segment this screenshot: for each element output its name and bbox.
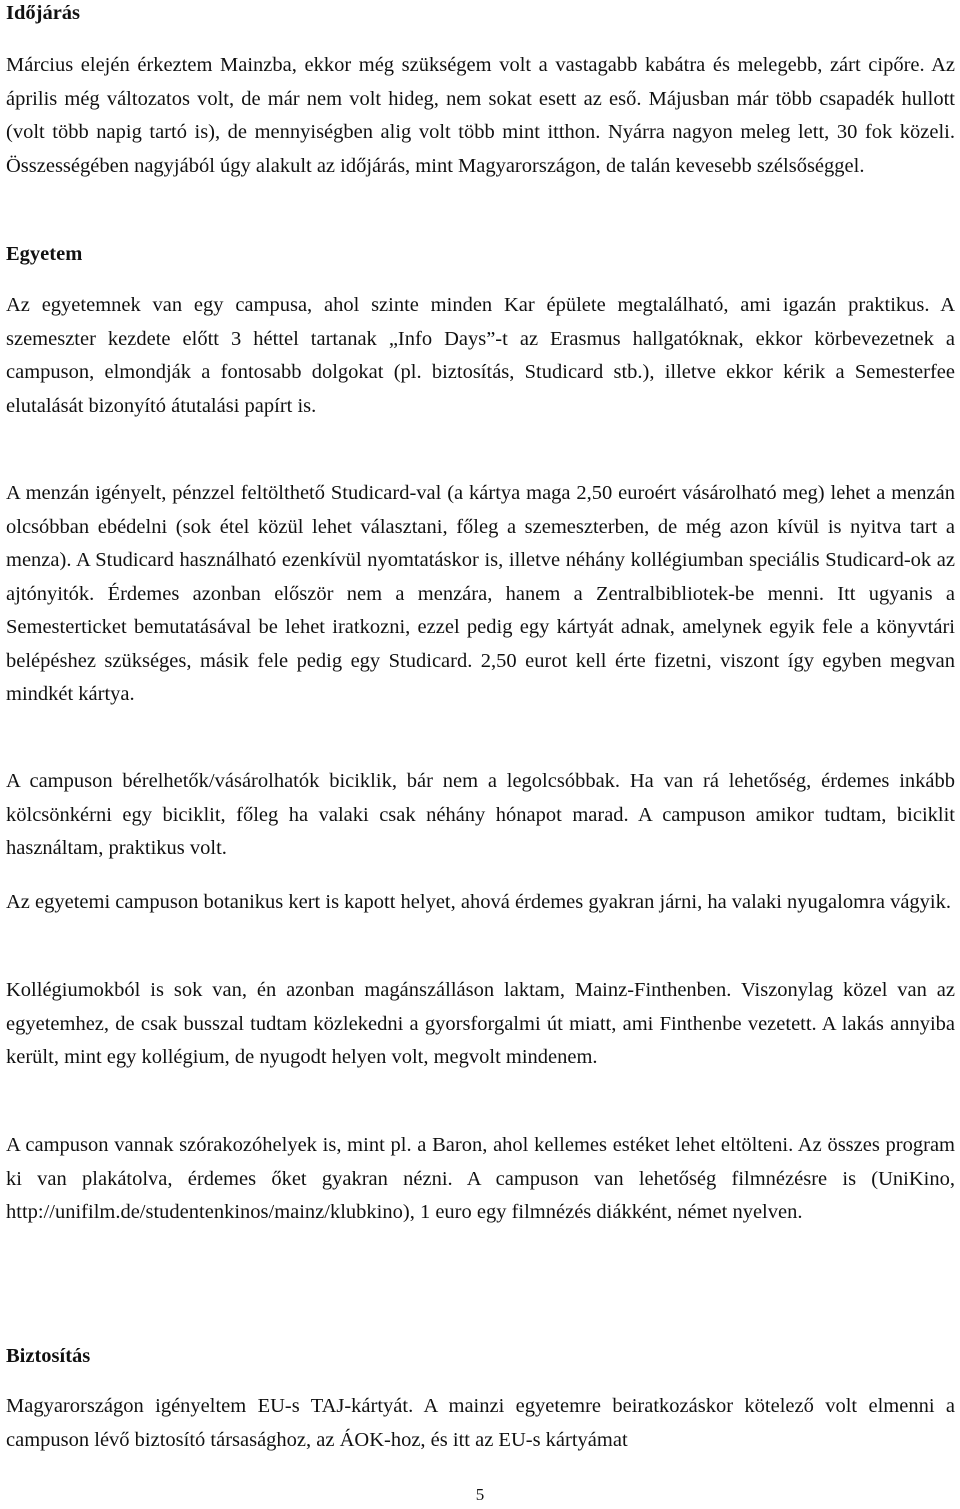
university-paragraph-bicycles: A campuson bérelhetők/vásárolhatók biciklik, bár nem a legolcsóbbak. Ha van rá lehetőség, érdemes inkább kölcsönkérni egy biciklit, főleg ha valaki csak néhány hónapot marad. A campuson amikor tudtam, biciklit használtam, praktikus volt. [6,770,955,859]
university-paragraph-entertainment: A campuson vannak szórakozóhelyek is, mint pl. a Baron, ahol kellemes estéket lehet eltölteni. Az összes program ki van plakátolva, érdemes őket gyakran nézni. A campuson van lehetőség filmnézésre is (UniKino, http://unifilm.de/studentenkinos/mainz/klubkino), 1 euro egy filmnézés diákként, német nyelven. [6,1134,955,1223]
page-number: 5 [475,1485,485,1504]
university-paragraph-studicard: A menzán igényelt, pénzzel feltölthető Studicard-val (a kártya maga 2,50 euroért vásárolható meg) lehet a menzán olcsóbban ebédelni (sok étel közül lehet választani, főleg a szemeszterben, de még azon kívül is nyitva tart a menza). A Studicard használható ezenkívül nyomtatáskor is, illetve néhány kollégiumban speciális Studicard-ok az ajtónyitók. Érdemes azonban először nem a menzára, hanem a Zentralbibliotek-be menni. Itt ugyanis a Semesterticket bemutatásával be lehet iratkozni, ezzel pedig egy kártyát adnak, amelynek egyik fele a könyvtári belépéshez szükséges, másik fele pedig egy Studicard. 2,50 eurot kell érte fizetni, viszont így egyben megvan mindkét kártya. [6,482,955,705]
insurance-paragraph: Magyarországon igényeltem EU-s TAJ-kártyát. A mainzi egyetemre beiratkozáskor kötelező volt elmenni a campuson lévő biztosító társasághoz, az ÁOK-hoz, és itt az EU-s kártyámat [6,1395,955,1451]
weather-paragraph: Március elején érkeztem Mainzba, ekkor még szükségem volt a vastagabb kabátra és melegebb, zárt cipőre. Az április még változatos volt, de már nem volt hideg, nem sokat esett az eső. Májusban már több csapadék hullott (volt több napig tartó is), de mennyiségben alig volt több mint itthon. Nyárra nagyon meleg lett, 30 fok közeli. Összességében nagyjából úgy alakult az időjárás, mint Magyarországon, de talán kevesebb szélsőséggel. [6,54,955,177]
section-title-university: Egyetem [6,243,83,265]
section-title-weather: Időjárás [6,2,81,24]
university-paragraph-botanical-garden: Az egyetemi campuson botanikus kert is kapott helyet, ahová érdemes gyakran járni, ha valaki nyugalomra vágyik. [6,891,951,913]
university-paragraph-campus: Az egyetemnek van egy campusa, ahol szinte minden Kar épülete megtalálható, ami igazán praktikus. A szemeszter kezdete előtt 3 héttel tartanak „Info Days”-t az Erasmus hallgatóknak, ekkor körbevezetnek a campuson, elmondják a fontosabb dolgokat (pl. biztosítás, Studicard stb.), illetve ekkor kérik a Semesterfee elutalását bizonyító átutalási papírt is. [6,294,955,417]
university-paragraph-accommodation: Kollégiumokból is sok van, én azonban magánszálláson laktam, Mainz-Finthenben. Viszonylag közel van az egyetemhez, de csak busszal tudtam közlekedni a gyorsforgalmi út miatt, ami Finthenbe vezetett. A lakás annyiba került, mint egy kollégium, de nyugodt helyen volt, megvolt mindenem. [6,979,955,1068]
section-title-insurance: Biztosítás [6,1345,91,1367]
